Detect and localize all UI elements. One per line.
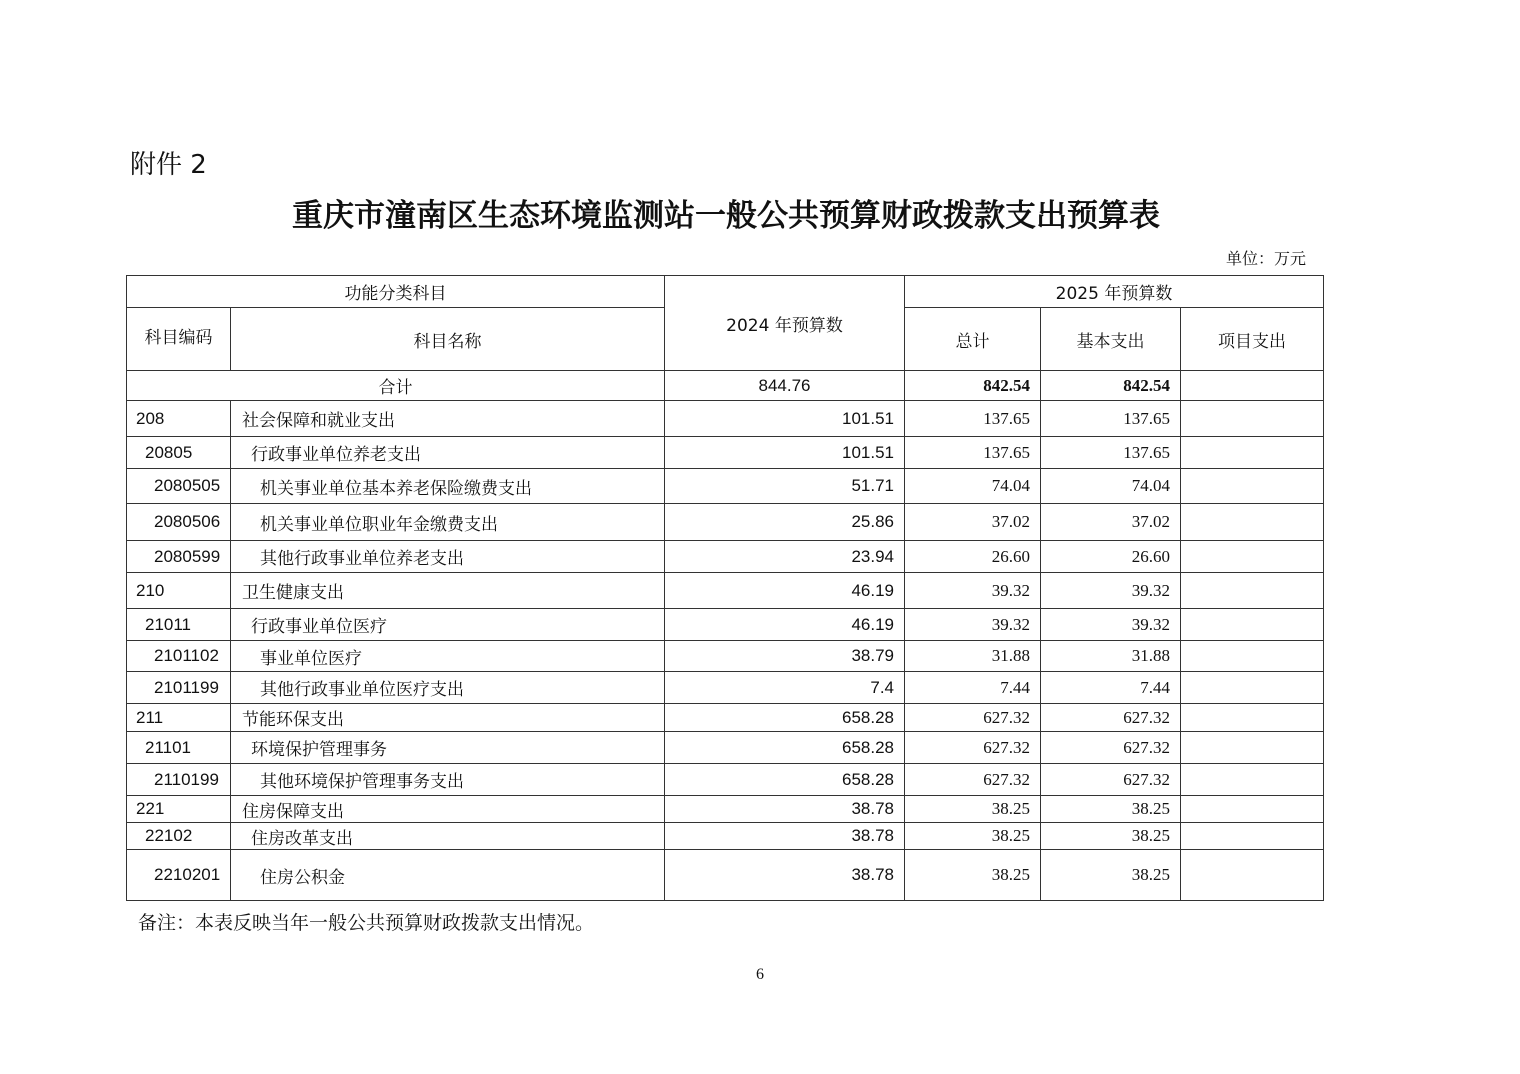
project-expenditure-cell (1181, 401, 1324, 437)
header-project-expenditure: 项目支出 (1181, 308, 1324, 371)
total-total: 842.54 (905, 371, 1041, 401)
project-expenditure-cell (1181, 850, 1324, 901)
basic-expenditure-cell: 39.32 (1041, 609, 1181, 641)
subject-code-cell: 21101 (127, 732, 231, 764)
budget-2024-cell: 658.28 (665, 732, 905, 764)
total-cell: 39.32 (905, 573, 1041, 609)
budget-2024-cell: 38.78 (665, 823, 905, 850)
total-cell: 26.60 (905, 541, 1041, 573)
table-row (127, 641, 1324, 672)
basic-expenditure-cell: 137.65 (1041, 437, 1181, 469)
subject-code-cell: 210 (127, 573, 231, 609)
subject-name-cell: 行政事业单位养老支出 (231, 437, 665, 469)
subject-name-cell: 行政事业单位医疗 (231, 609, 665, 641)
subject-name-cell: 社会保障和就业支出 (231, 401, 665, 437)
subject-code-cell: 2080505 (127, 469, 231, 504)
attachment-label: 附件 2 (130, 150, 207, 180)
subject-name-cell: 其他行政事业单位养老支出 (231, 541, 665, 573)
basic-expenditure-cell: 137.65 (1041, 401, 1181, 437)
basic-expenditure-cell: 26.60 (1041, 541, 1181, 573)
table-row (127, 609, 1324, 641)
subject-name-cell: 环境保护管理事务 (231, 732, 665, 764)
subject-code-cell: 2080506 (127, 504, 231, 541)
budget-2024-cell: 46.19 (665, 609, 905, 641)
project-expenditure-cell (1181, 732, 1324, 764)
basic-expenditure-cell: 627.32 (1041, 704, 1181, 732)
total-cell: 7.44 (905, 672, 1041, 704)
table-row (127, 704, 1324, 732)
budget-table (126, 275, 1324, 901)
subject-code-cell: 221 (127, 796, 231, 823)
total-basic: 842.54 (1041, 371, 1181, 401)
basic-expenditure-cell: 37.02 (1041, 504, 1181, 541)
subject-code-cell: 21011 (127, 609, 231, 641)
table-row (127, 732, 1324, 764)
subject-name-cell: 节能环保支出 (231, 704, 665, 732)
subject-code-cell: 2101102 (127, 641, 231, 672)
total-cell: 137.65 (905, 401, 1041, 437)
budget-table-body (127, 276, 1324, 901)
header-budget-2025: 2025 年预算数 (905, 276, 1324, 308)
page-number: 6 (756, 966, 764, 983)
project-expenditure-cell (1181, 641, 1324, 672)
header-budget-2024: 2024 年预算数 (665, 276, 905, 371)
subject-name-cell: 其他行政事业单位医疗支出 (231, 672, 665, 704)
budget-2024-cell: 658.28 (665, 764, 905, 796)
total-cell: 627.32 (905, 704, 1041, 732)
basic-expenditure-cell: 31.88 (1041, 641, 1181, 672)
header-subject-name: 科目名称 (231, 308, 665, 371)
subject-code-cell: 2080599 (127, 541, 231, 573)
total-cell: 627.32 (905, 732, 1041, 764)
project-expenditure-cell (1181, 796, 1324, 823)
project-expenditure-cell (1181, 704, 1324, 732)
table-row (127, 796, 1324, 823)
budget-2024-cell: 101.51 (665, 437, 905, 469)
basic-expenditure-cell: 39.32 (1041, 573, 1181, 609)
table-row (127, 764, 1324, 796)
basic-expenditure-cell: 7.44 (1041, 672, 1181, 704)
basic-expenditure-cell: 38.25 (1041, 823, 1181, 850)
subject-code-cell: 20805 (127, 437, 231, 469)
subject-name-cell: 机关事业单位基本养老保险缴费支出 (231, 469, 665, 504)
budget-2024-cell: 101.51 (665, 401, 905, 437)
basic-expenditure-cell: 74.04 (1041, 469, 1181, 504)
subject-name-cell: 住房改革支出 (231, 823, 665, 850)
basic-expenditure-cell: 38.25 (1041, 850, 1181, 901)
project-expenditure-cell (1181, 469, 1324, 504)
header-total: 总计 (905, 308, 1041, 371)
subject-code-cell: 2210201 (127, 850, 231, 901)
basic-expenditure-cell: 38.25 (1041, 796, 1181, 823)
subject-name-cell: 住房保障支出 (231, 796, 665, 823)
subject-code-cell: 2110199 (127, 764, 231, 796)
header-subject-code: 科目编码 (127, 308, 231, 371)
basic-expenditure-cell: 627.32 (1041, 732, 1181, 764)
subject-code-cell: 22102 (127, 823, 231, 850)
budget-2024-cell: 38.79 (665, 641, 905, 672)
budget-2024-cell: 38.78 (665, 850, 905, 901)
total-cell: 39.32 (905, 609, 1041, 641)
table-row (127, 437, 1324, 469)
table-row (127, 401, 1324, 437)
budget-2024-cell: 7.4 (665, 672, 905, 704)
subject-name-cell: 住房公积金 (231, 850, 665, 901)
total-cell: 31.88 (905, 641, 1041, 672)
table-row (127, 823, 1324, 850)
total-cell: 38.25 (905, 823, 1041, 850)
project-expenditure-cell (1181, 437, 1324, 469)
project-expenditure-cell (1181, 541, 1324, 573)
total-cell: 137.65 (905, 437, 1041, 469)
table-row (127, 504, 1324, 541)
project-expenditure-cell (1181, 609, 1324, 641)
project-expenditure-cell (1181, 764, 1324, 796)
budget-2024-cell: 23.94 (665, 541, 905, 573)
header-functional-classification: 功能分类科目 (127, 276, 665, 308)
subject-name-cell: 其他环境保护管理事务支出 (231, 764, 665, 796)
total-cell: 74.04 (905, 469, 1041, 504)
subject-code-cell: 2101199 (127, 672, 231, 704)
total-cell: 627.32 (905, 764, 1041, 796)
budget-2024-cell: 46.19 (665, 573, 905, 609)
total-project (1181, 371, 1324, 401)
unit-label: 单位：万元 (1226, 249, 1307, 268)
budget-2024-cell: 25.86 (665, 504, 905, 541)
subject-name-cell: 事业单位医疗 (231, 641, 665, 672)
table-note: 备注：本表反映当年一般公共预算财政拨款支出情况。 (138, 912, 595, 934)
basic-expenditure-cell: 627.32 (1041, 764, 1181, 796)
total-cell: 38.25 (905, 796, 1041, 823)
header-row-1 (127, 276, 1324, 308)
page-title: 重庆市潼南区生态环境监测站一般公共预算财政拨款支出预算表 (292, 198, 1160, 234)
total-label: 合计 (127, 371, 665, 401)
total-cell: 37.02 (905, 504, 1041, 541)
table-row (127, 672, 1324, 704)
header-basic-expenditure: 基本支出 (1041, 308, 1181, 371)
project-expenditure-cell (1181, 823, 1324, 850)
budget-2024-cell: 658.28 (665, 704, 905, 732)
table-row (127, 469, 1324, 504)
table-row (127, 850, 1324, 901)
subject-name-cell: 卫生健康支出 (231, 573, 665, 609)
table-row (127, 573, 1324, 609)
subject-code-cell: 211 (127, 704, 231, 732)
table-row (127, 541, 1324, 573)
total-cell: 38.25 (905, 850, 1041, 901)
total-row (127, 371, 1324, 401)
project-expenditure-cell (1181, 672, 1324, 704)
project-expenditure-cell (1181, 573, 1324, 609)
subject-code-cell: 208 (127, 401, 231, 437)
budget-2024-cell: 38.78 (665, 796, 905, 823)
subject-name-cell: 机关事业单位职业年金缴费支出 (231, 504, 665, 541)
budget-2024-cell: 51.71 (665, 469, 905, 504)
total-budget-2024: 844.76 (665, 371, 905, 401)
project-expenditure-cell (1181, 504, 1324, 541)
